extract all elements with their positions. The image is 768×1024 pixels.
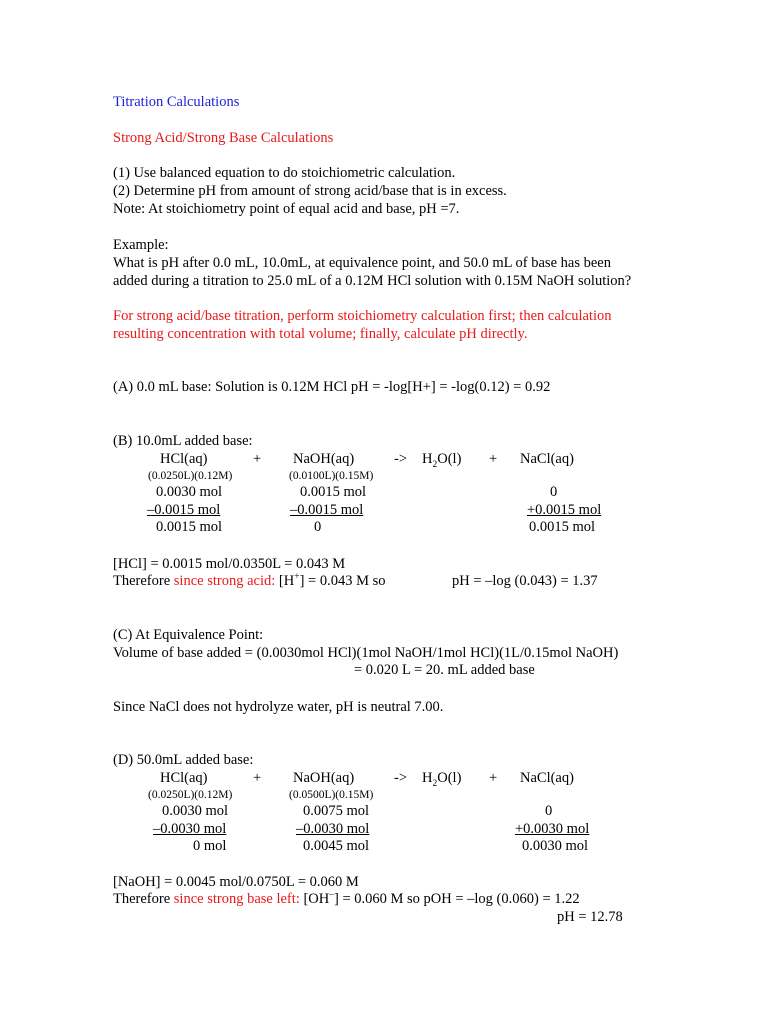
part-b-ph-line: Therefore since strong acid: [H+] = 0.043 M so <box>113 572 386 589</box>
part-b-heading: (B) 10.0mL added base: <box>113 433 253 449</box>
part-c-neutral: Since NaCl does not hydrolyze water, pH is neutral 7.00. <box>113 699 444 715</box>
final-hcl: 0.0015 mol <box>156 519 223 535</box>
example-question-line-2: added during a titration to 25.0 mL of a 0.12M HCl solution with 0.15M NaOH solution? <box>113 273 632 289</box>
eq-plus: + <box>253 451 262 467</box>
eq-arrow: -> <box>394 451 408 467</box>
document-title: Titration Calculations <box>113 94 240 110</box>
eq-arrow: -> <box>394 770 408 786</box>
eq-hcl: HCl(aq) <box>160 451 208 467</box>
example-question-line-1: What is pH after 0.0 mL, 10.0mL, at equivalence point, and 50.0 mL of base has been <box>113 255 611 271</box>
eq-water: $H_2O(l)$ <box>422 770 462 789</box>
part-d-ph: pH = 12.78 <box>557 909 623 925</box>
final-hcl: 0 mol <box>193 838 227 854</box>
example-label: Example: <box>113 237 169 253</box>
part-d-poh-line: Therefore since strong base left: [OH–] = 0.060 M so pOH = –log (0.060) = 1.22 <box>113 890 580 907</box>
strategy-line-2: resulting concentration with total volume; finally, calculate pH directly. <box>113 326 528 342</box>
change-naoh: –0.0015 mol <box>290 502 364 518</box>
initial-naoh: 0.0015 mol <box>300 484 367 500</box>
part-d-heading: (D) 50.0mL added base: <box>113 752 254 768</box>
calc-hcl: (0.0250L)(0.12M) <box>148 470 233 482</box>
calc-hcl: (0.0250L)(0.12M) <box>148 789 233 801</box>
eq-nacl: NaCl(aq) <box>520 451 574 467</box>
change-hcl: –0.0030 mol <box>153 821 227 837</box>
calc-naoh: (0.0500L)(0.15M) <box>289 789 374 801</box>
initial-hcl: 0.0030 mol <box>162 803 229 819</box>
part-c-volume: Volume of base added = (0.0030mol HCl)(1mol NaOH/1mol HCl)(1L/0.15mol NaOH) <box>113 645 619 661</box>
note-line: Note: At stoichiometry point of equal acid and base, pH =7. <box>113 201 460 217</box>
final-naoh: 0.0045 mol <box>303 838 370 854</box>
initial-nacl: 0 <box>550 484 558 500</box>
calc-naoh: (0.0100L)(0.15M) <box>289 470 374 482</box>
step-2: (2) Determine pH from amount of strong acid/base that is in excess. <box>113 183 507 199</box>
initial-nacl: 0 <box>545 803 553 819</box>
eq-naoh: NaOH(aq) <box>293 451 355 467</box>
part-b-ph: pH = –log (0.043) = 1.37 <box>452 573 598 589</box>
eq-plus: + <box>489 770 498 786</box>
eq-naoh: NaOH(aq) <box>293 770 355 786</box>
eq-water: $H_2O(l)$ <box>422 451 462 470</box>
change-hcl: –0.0015 mol <box>147 502 221 518</box>
part-a-line: (A) 0.0 mL base: Solution is 0.12M HCl pH = -log[H+] = -log(0.12) = 0.92 <box>113 379 551 395</box>
eq-plus: + <box>253 770 262 786</box>
eq-hcl: HCl(aq) <box>160 770 208 786</box>
change-naoh: –0.0030 mol <box>296 821 370 837</box>
part-c-heading: (C) At Equivalence Point: <box>113 627 264 643</box>
final-nacl: 0.0015 mol <box>529 519 596 535</box>
final-naoh: 0 <box>314 519 322 535</box>
part-c-result: = 0.020 L = 20. mL added base <box>354 662 535 678</box>
part-d-concentration: [NaOH] = 0.0045 mol/0.0750L = 0.060 M <box>113 874 359 890</box>
section-subtitle: Strong Acid/Strong Base Calculations <box>113 130 334 146</box>
part-b-concentration: [HCl] = 0.0015 mol/0.0350L = 0.043 M <box>113 556 346 572</box>
change-nacl: +0.0015 mol <box>527 502 602 518</box>
strategy-line-1: For strong acid/base titration, perform stoichiometry calculation first; then calculation <box>113 308 612 324</box>
initial-naoh: 0.0075 mol <box>303 803 370 819</box>
final-nacl: 0.0030 mol <box>522 838 589 854</box>
change-nacl: +0.0030 mol <box>515 821 590 837</box>
step-1: (1) Use balanced equation to do stoichiometric calculation. <box>113 165 456 181</box>
eq-nacl: NaCl(aq) <box>520 770 574 786</box>
initial-hcl: 0.0030 mol <box>156 484 223 500</box>
eq-plus: + <box>489 451 498 467</box>
